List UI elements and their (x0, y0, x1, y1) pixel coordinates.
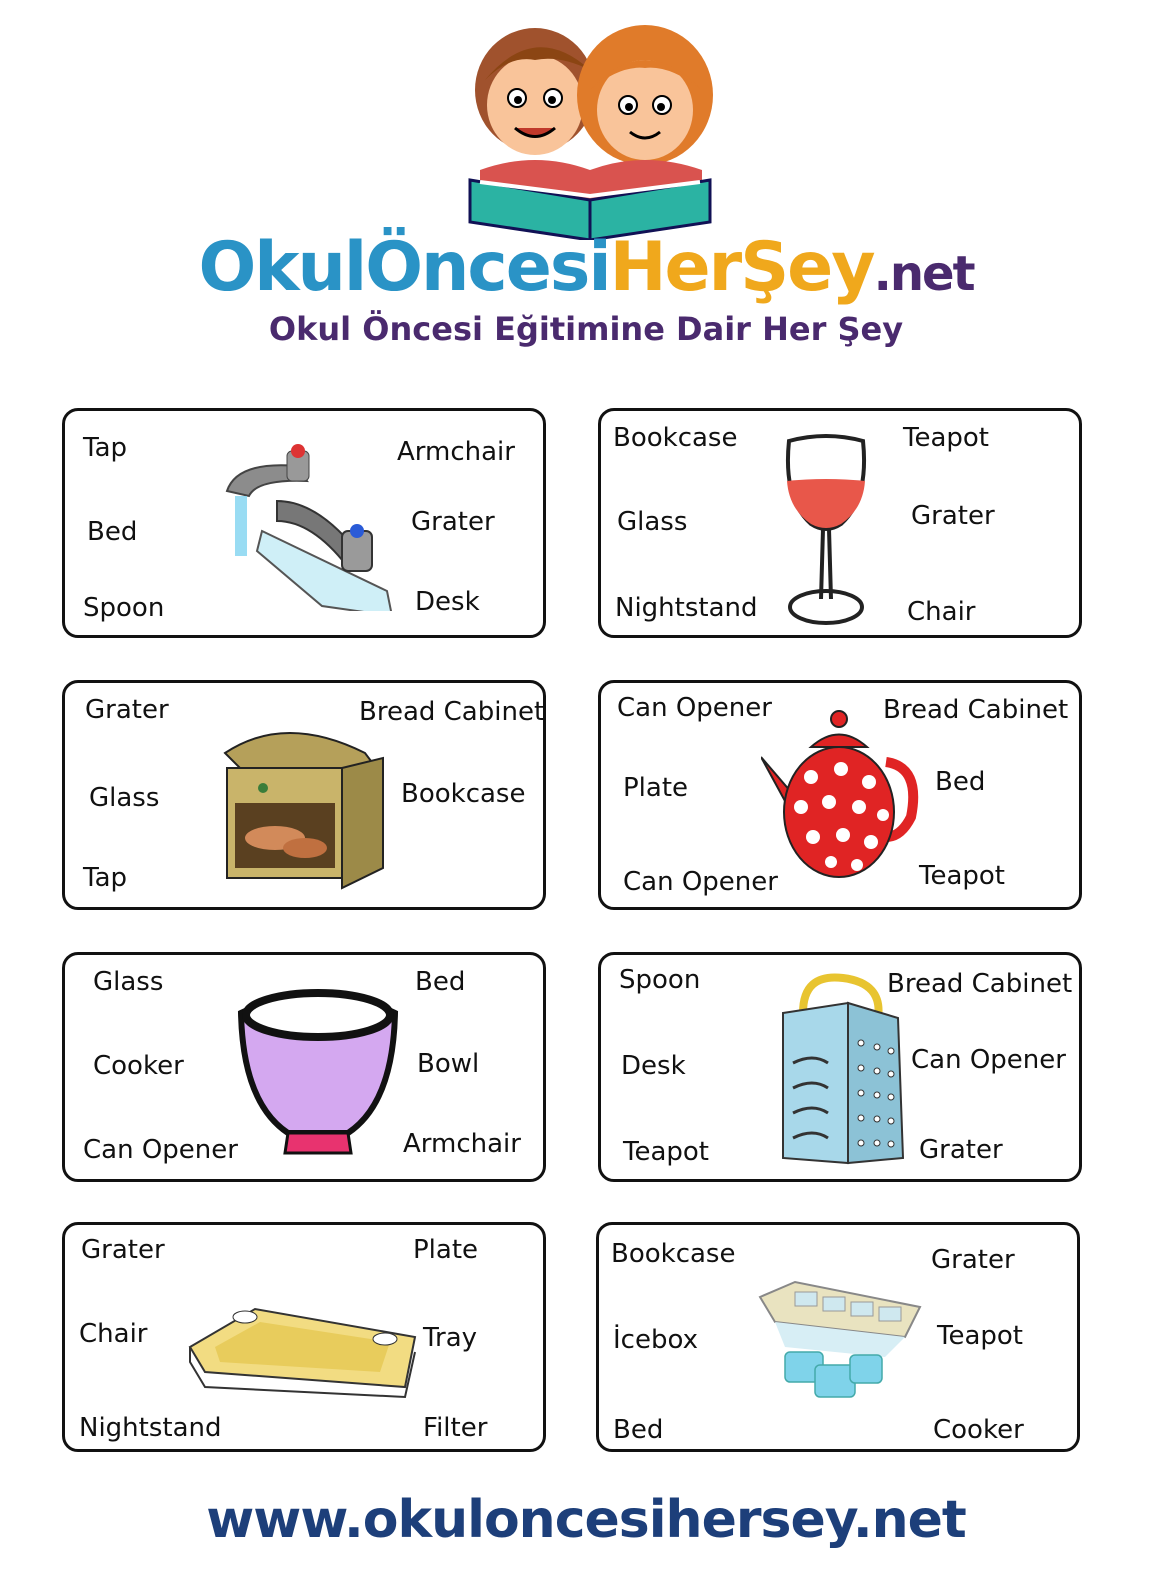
word-option[interactable]: Bookcase (613, 423, 738, 453)
word-option[interactable]: Glass (89, 783, 160, 813)
word-option[interactable]: Grater (931, 1245, 1015, 1275)
word-card-tray (62, 1222, 546, 1452)
word-option[interactable]: Bread Cabinet (359, 697, 545, 727)
grater-picture (773, 973, 913, 1173)
word-option[interactable]: Armchair (397, 437, 515, 467)
word-option[interactable]: Bed (415, 967, 466, 997)
word-option[interactable]: Bookcase (611, 1239, 736, 1269)
word-option[interactable]: Teapot (623, 1137, 709, 1167)
word-option[interactable]: İcebox (613, 1325, 698, 1355)
word-option[interactable]: Plate (623, 773, 689, 803)
word-option[interactable]: Desk (621, 1051, 686, 1081)
word-option[interactable]: Tap (83, 863, 128, 893)
word-option[interactable]: Desk (415, 587, 480, 617)
word-option[interactable]: Spoon (83, 593, 165, 623)
word-option[interactable]: Can Opener (83, 1135, 238, 1165)
word-option[interactable]: Teapot (937, 1321, 1023, 1351)
bread-cabinet-picture (205, 713, 395, 893)
word-option[interactable]: Chair (907, 597, 976, 627)
word-option[interactable]: Cooker (933, 1415, 1024, 1445)
word-option[interactable]: Grater (919, 1135, 1003, 1165)
word-card-grater (598, 952, 1082, 1182)
word-card-tap (62, 408, 546, 638)
word-option[interactable]: Tray (423, 1323, 478, 1353)
bowl-picture (233, 983, 403, 1173)
word-option[interactable]: Can Opener (623, 867, 778, 897)
word-option[interactable]: Bed (87, 517, 138, 547)
word-option[interactable]: Grater (85, 695, 169, 725)
footer-website-url[interactable]: www.okuloncesihersey.net (206, 1490, 966, 1550)
icebox-picture (755, 1277, 925, 1417)
word-option[interactable]: Plate (413, 1235, 479, 1265)
word-option[interactable]: Spoon (619, 965, 701, 995)
word-option[interactable]: Can Opener (617, 693, 772, 723)
word-card-icebox (596, 1222, 1080, 1452)
word-option[interactable]: Bowl (417, 1049, 480, 1079)
brand-tagline: Okul Öncesi Eğitimine Dair Her Şey (268, 310, 904, 348)
word-option[interactable]: Chair (79, 1319, 148, 1349)
word-option[interactable]: Teapot (919, 861, 1005, 891)
word-option[interactable]: Armchair (403, 1129, 521, 1159)
word-option[interactable]: Teapot (903, 423, 989, 453)
word-option[interactable]: Can Opener (911, 1045, 1066, 1075)
word-option[interactable]: Glass (93, 967, 164, 997)
word-option[interactable]: Nightstand (615, 593, 758, 623)
brand-part-2: HerŞey (609, 228, 874, 307)
glass-picture (781, 429, 871, 629)
word-card-teapot (598, 680, 1082, 910)
word-option[interactable]: Grater (911, 501, 995, 531)
tray-picture (185, 1297, 425, 1407)
word-option[interactable]: Bed (935, 767, 986, 797)
word-option[interactable]: Filter (423, 1413, 488, 1443)
tap-picture (217, 441, 407, 611)
word-card-bowl (62, 952, 546, 1182)
word-option[interactable]: Bookcase (401, 779, 526, 809)
word-option[interactable]: Tap (83, 433, 128, 463)
brand-part-1: OkulÖncesi (198, 228, 610, 307)
brand-part-3: .net (873, 246, 974, 302)
word-option[interactable]: Grater (411, 507, 495, 537)
word-option[interactable]: Grater (81, 1235, 165, 1265)
site-brand-title (0, 228, 1172, 314)
word-option[interactable]: Bread Cabinet (887, 969, 1073, 999)
word-option[interactable]: Bed (613, 1415, 664, 1445)
word-option[interactable]: Glass (617, 507, 688, 537)
teapot-picture (761, 707, 921, 887)
word-option[interactable]: Cooker (93, 1051, 184, 1081)
word-option[interactable]: Bread Cabinet (883, 695, 1069, 725)
word-card-bread-cabinet (62, 680, 546, 910)
word-card-glass (598, 408, 1082, 638)
children-reading-book-logo (440, 10, 740, 240)
word-option[interactable]: Nightstand (79, 1413, 222, 1443)
